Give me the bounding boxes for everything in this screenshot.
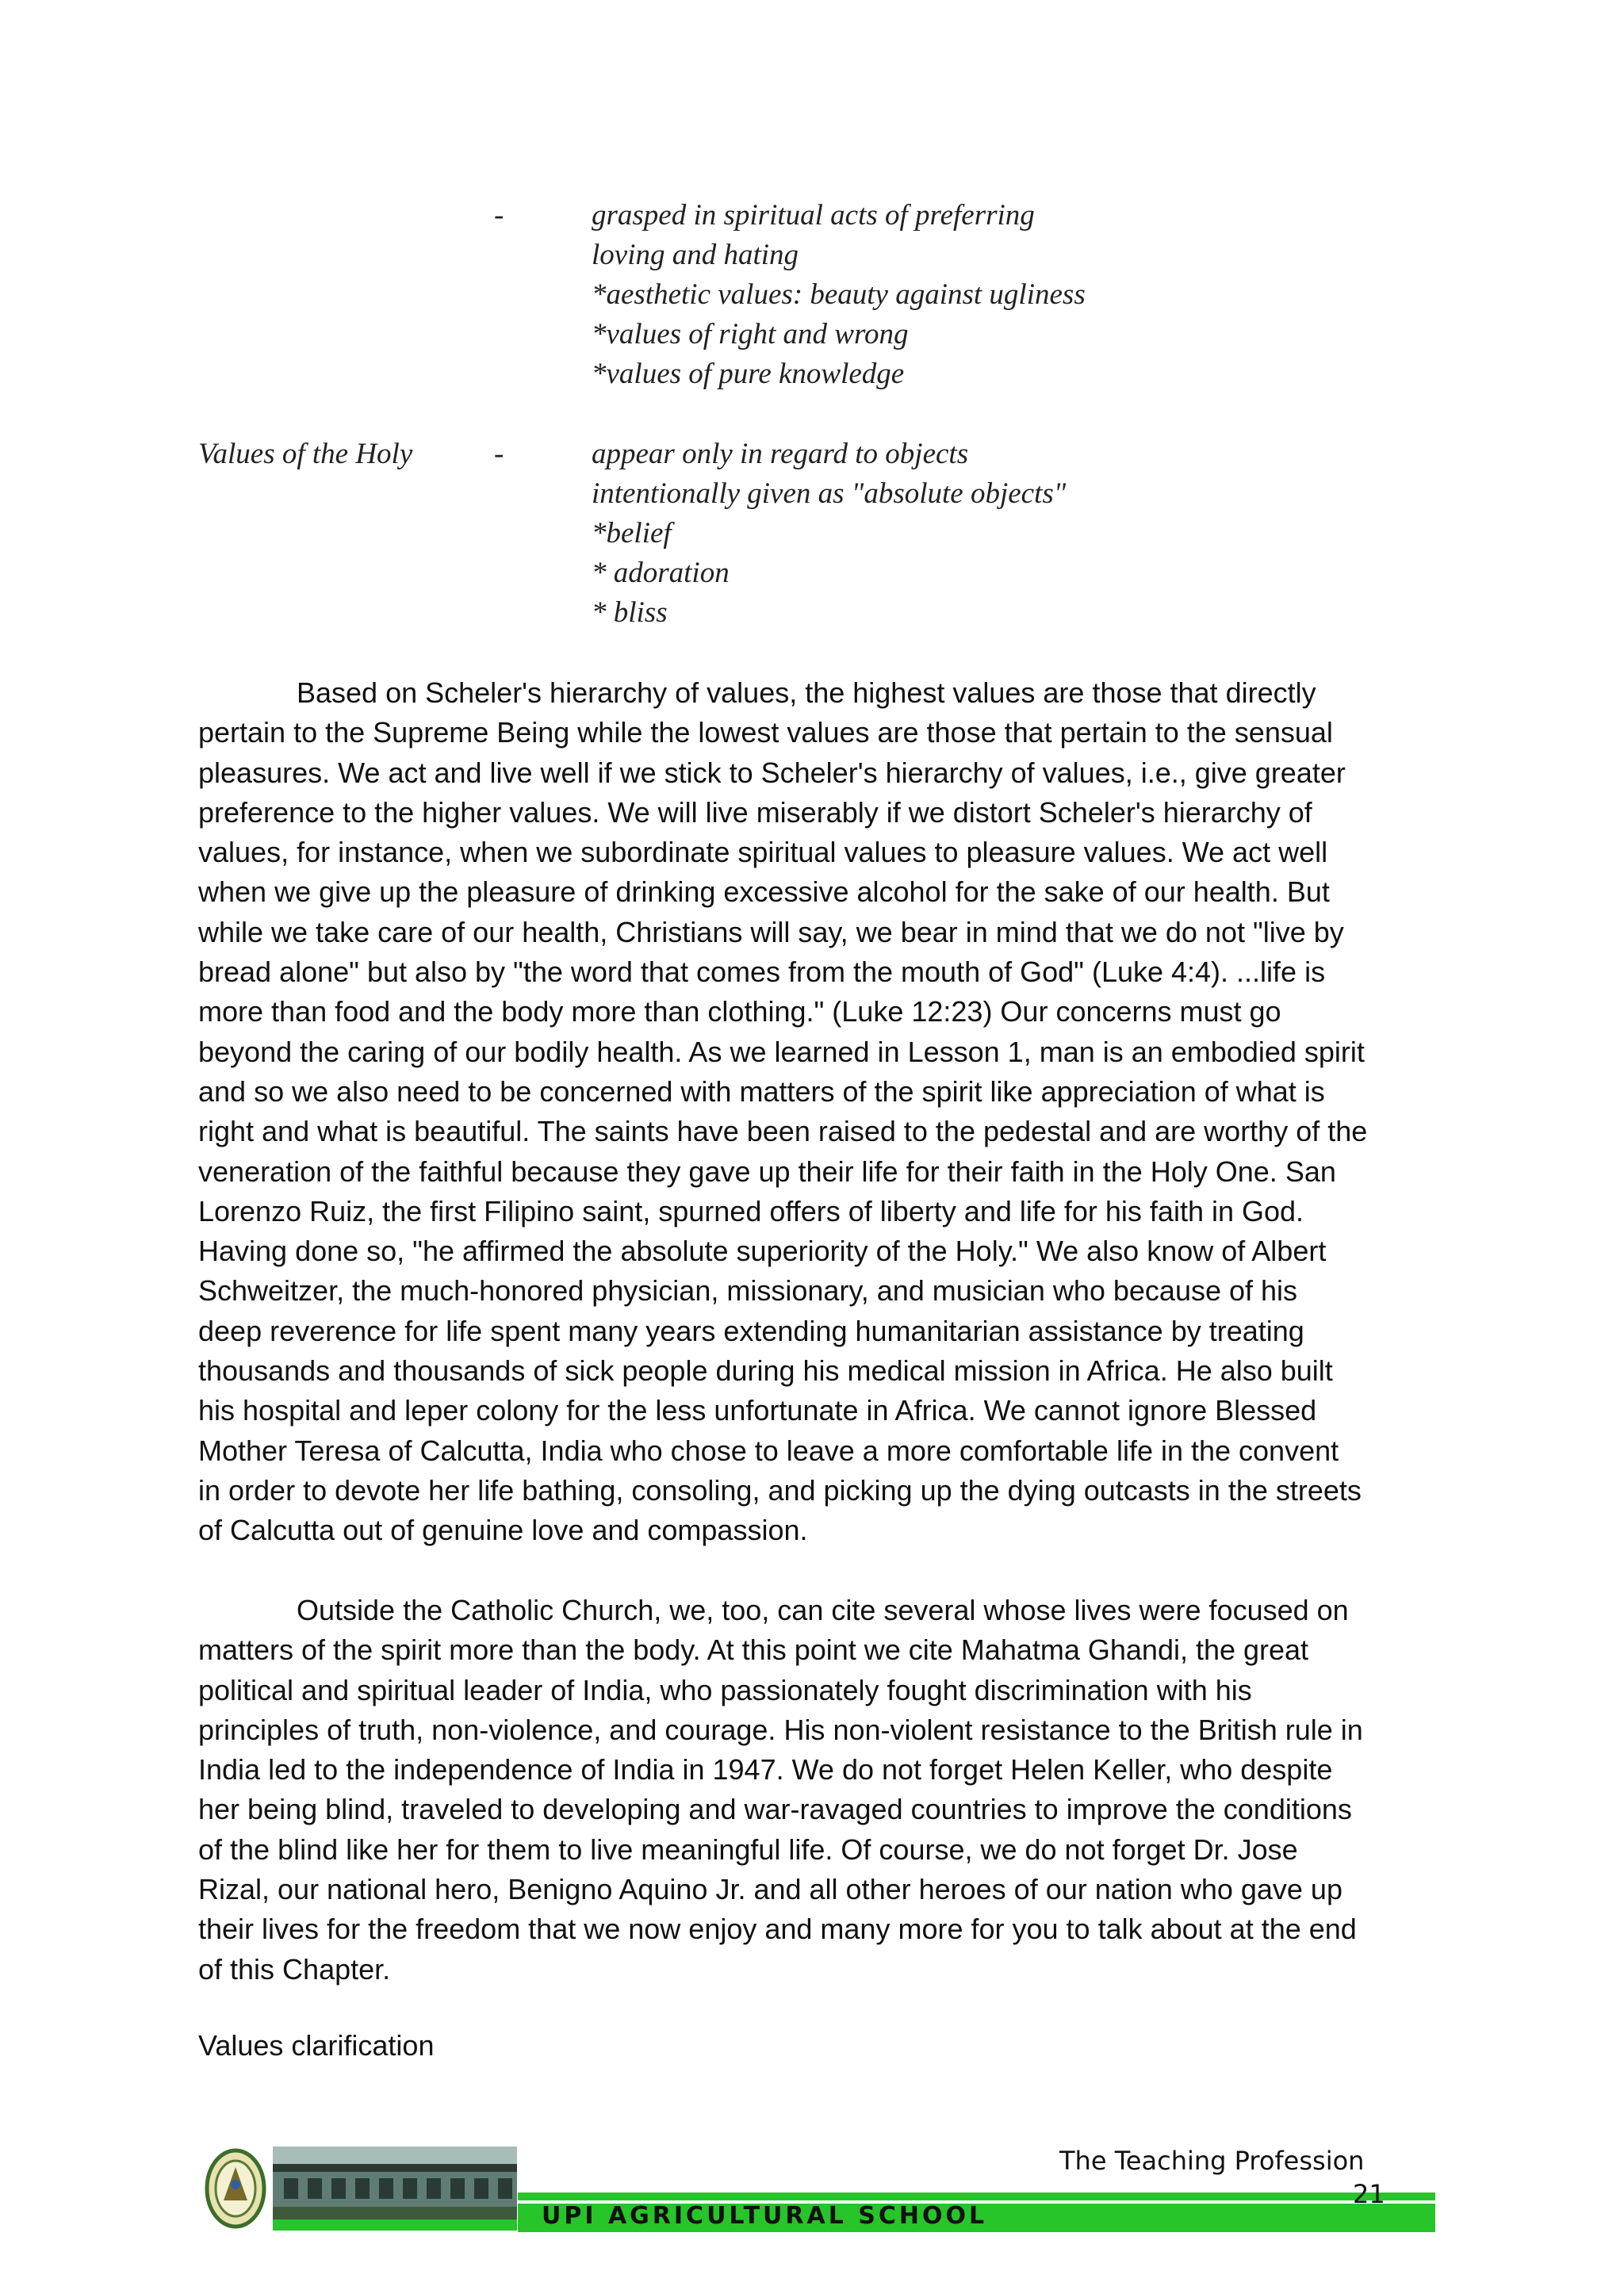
school-name-banner: UPI AGRICULTURAL SCHOOL <box>542 2202 988 2230</box>
values-row-1-line: *aesthetic values: beauty against ugliness <box>592 278 1086 311</box>
section-heading: Values clarification <box>198 2029 435 2062</box>
footer-title: The Teaching Profession <box>1059 2146 1365 2176</box>
paragraph-line: Mother Teresa of Calcutta, India who chose to leave a more comfortable life in the convent <box>198 1434 1339 1467</box>
values-row-2-label: Values of the Holy <box>198 438 413 470</box>
paragraph-line: pleasures. We act and live well if we stick to Scheler's hierarchy of values, i.e., give greater <box>198 756 1346 789</box>
paragraph-line: of this Chapter. <box>198 1952 391 1986</box>
paragraph-line: political and spiritual leader of India, who passionately fought discrimination with his <box>198 1673 1252 1706</box>
paragraph-line: values, for instance, when we subordinate spiritual values to pleasure values. We act well <box>198 836 1328 869</box>
values-row-1-dash: - <box>494 199 504 232</box>
paragraph-line: Outside the Catholic Church, we, too, can cite several whose lives were focused on <box>297 1594 1349 1626</box>
values-row-2-line: intentionally given as "absolute objects" <box>592 477 1067 510</box>
paragraph-line: preference to the higher values. We will live miserably if we distort Scheler's hierarchy of <box>198 795 1312 829</box>
paragraph-scheler-hierarchy <box>198 673 1435 1551</box>
paragraph-line: beyond the caring of our bodily health. As we learned in Lesson 1, man is an embodied spirit <box>198 1035 1365 1068</box>
paragraph-line: their lives for the freedom that we now enjoy and many more for you to talk about at the end <box>198 1913 1357 1946</box>
paragraph-line: Lorenzo Ruiz, the first Filipino saint, spurned offers of liberty and life for his faith in God. <box>198 1194 1304 1227</box>
paragraph-line: Rizal, our national hero, Benigno Aquino Jr. and all other heroes of our nation who gave up <box>198 1873 1342 1906</box>
paragraph-line: more than food and the body more than clothing." (Luke 12:23) Our concerns must go <box>198 995 1281 1028</box>
paragraph-line: when we give up the pleasure of drinking excessive alcohol for the sake of our health. But <box>198 875 1330 909</box>
values-row-1-line: grasped in spiritual acts of preferring <box>592 199 1035 232</box>
values-row-1-line: *values of right and wrong <box>592 318 909 350</box>
page-footer <box>205 2145 1435 2232</box>
paragraph-line: his hospital and leper colony for the less unfortunate in Africa. We cannot ignore Blessed <box>198 1394 1317 1427</box>
values-row-2-line: * adoration <box>592 557 730 589</box>
paragraph-line: of the blind like her for them to live meaningful life. Of course, we do not forget Dr. Jose <box>198 1833 1298 1866</box>
school-banner <box>518 2193 1435 2232</box>
values-row-2-line: *belief <box>592 517 672 550</box>
paragraph-line: Based on Scheler's hierarchy of values, the highest values are those that directly <box>297 676 1316 709</box>
paragraph-line: principles of truth, non-violence, and courage. His non-violent resistance to the British rule in <box>198 1713 1363 1746</box>
paragraph-line: India led to the independence of India in 1947. We do not forget Helen Keller, who despite <box>198 1753 1333 1787</box>
values-row-2-line: * bliss <box>592 596 668 629</box>
paragraph-line: thousands and thousands of sick people during his medical mission in Africa. He also built <box>198 1354 1333 1388</box>
school-building-photo <box>273 2147 517 2231</box>
paragraph-line: right and what is beautiful. The saints have been raised to the pedestal and are worthy of the <box>198 1115 1368 1148</box>
paragraph-line: deep reverence for life spent many years extending humanitarian assistance by treating <box>198 1314 1304 1347</box>
values-row-1-line: loving and hating <box>592 239 799 271</box>
page-number: 21 <box>1353 2179 1385 2209</box>
paragraph-line: in order to devote her life bathing, consoling, and picking up the dying outcasts in the streets <box>198 1473 1362 1507</box>
paragraph-line: and so we also need to be concerned with matters of the spirit like appreciation of what is <box>198 1074 1325 1108</box>
values-row-2-line: appear only in regard to objects <box>592 438 969 470</box>
paragraph-line: veneration of the faithful because they gave up their life for their faith in the Holy One. San <box>198 1155 1336 1188</box>
paragraph-line: her being blind, traveled to developing and war-ravaged countries to improve the conditions <box>198 1793 1352 1826</box>
paragraph-line: Schweitzer, the much-honored physician, missionary, and musician who because of his <box>198 1274 1298 1308</box>
paragraph-line: pertain to the Supreme Being while the lowest values are those that pertain to the sensual <box>198 716 1333 749</box>
paragraph-line: matters of the spirit more than the body. At this point we cite Mahatma Ghandi, the great <box>198 1633 1309 1667</box>
values-row-2-dash: - <box>494 438 504 470</box>
paragraph-outside-church <box>198 1591 1435 1990</box>
paragraph-line: Having done so, "he affirmed the absolute superiority of the Holy." We also know of Albert <box>198 1235 1327 1268</box>
paragraph-line: while we take care of our health, Christians will say, we bear in mind that we do not "live by <box>198 915 1344 948</box>
school-seal-logo <box>205 2145 266 2232</box>
paragraph-line: of Calcutta out of genuine love and compassion. <box>198 1514 808 1547</box>
values-row-1-line: *values of pure knowledge <box>592 358 905 390</box>
paragraph-line: bread alone" but also by "the word that comes from the mouth of God" (Luke 4:4). ...life is <box>198 956 1326 989</box>
